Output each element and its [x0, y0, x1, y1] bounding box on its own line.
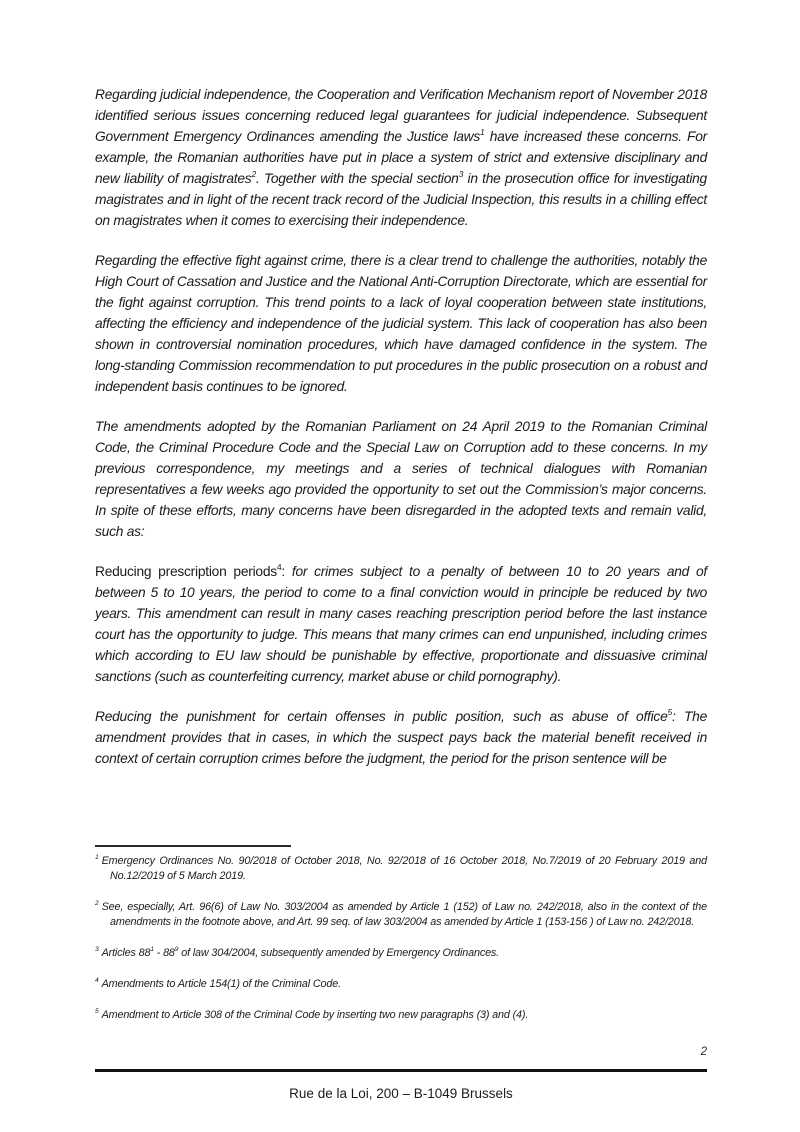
footnote-item [95, 977, 707, 992]
footnote-item [95, 1008, 707, 1023]
footnote-item [95, 946, 707, 961]
body-paragraph [95, 250, 707, 397]
text-segment: Emergency Ordinances No. 90/2018 of October 2018, No. 92/2018 of 16 October 2018, No.7/2019 of 20 February 2019 and No.12/2019 of 5 March 2019. [101, 855, 707, 882]
text-segment: - 88 [153, 947, 175, 959]
footnotes-section [95, 845, 707, 1039]
body-paragraph [95, 84, 707, 231]
text-segment: : The amendment provides that in cases, in which the suspect pays back the material benefit received in context of certain corruption crimes before the judgment, the period for the prison sentence will be [95, 709, 707, 766]
footnote-ref: 9 [174, 945, 179, 953]
text-segment: have increased these concerns. For example, the Romanian authorities have put in place a system of strict and extensive disciplinary and new liability of magistrates [95, 129, 707, 186]
text-segment: Reducing prescription periods [95, 564, 277, 579]
text-segment: Reducing the punishment for certain offenses in public position, such as abuse of office [95, 709, 668, 724]
text-segment: Amendments to Article 154(1) of the Criminal Code. [101, 978, 341, 990]
body-text [95, 84, 707, 788]
footnote-item [95, 900, 707, 930]
footnote-item [95, 854, 707, 884]
text-segment: Regarding judicial independence, the Cooperation and Verification Mechanism report of November 2018 identified serious issues concerning reduced legal guarantees for judicial independence. Subsequent Government Emergency Ordinances amending the Justice laws [95, 87, 707, 144]
footnote-number: 3 [95, 945, 99, 953]
footnote-separator [95, 845, 291, 847]
footnote-ref: 4 [276, 561, 282, 572]
footnote-ref: 5 [667, 706, 673, 717]
text-segment: Amendment to Article 308 of the Criminal Code by inserting two new paragraphs (3) and (4). [101, 1009, 529, 1021]
text-segment: . Together with the special section [255, 171, 459, 186]
footnote-ref: 3 [458, 168, 464, 179]
text-segment: Articles 88 [101, 947, 151, 959]
page-number: 2 [700, 1046, 707, 1058]
footnote-number: 4 [95, 976, 99, 984]
text-segment: for crimes subject to a penalty of between 10 to 20 years and of between 5 to 10 years, the period to come to a final conviction would in principle be reduced by two years. This amendment can result in many cases reaching prescription period before the last instance court has the opportunity to judge. This means that many crimes can end unpunished, including crimes which according to EU law should be punishable by effective, proportionate and dissuasive criminal sanctions (such as counterfeiting currency, market abuse or child pornography). [95, 564, 708, 684]
body-paragraph [95, 416, 707, 542]
footnote-number: 2 [95, 899, 99, 907]
text-segment: The amendments adopted by the Romanian Parliament on 24 April 2019 to the Romanian Criminal Code, the Criminal Procedure Code and the Special Law on Corruption add to these concerns. In my previous correspondence, my meetings and a series of technical dialogues with Romanian representatives a few weeks ago provided the opportunity to set out the Commission’s major concerns. In spite of these efforts, many concerns have been disregarded in the adopted texts and remain valid, such as: [95, 419, 707, 539]
footnote-ref: 1 [480, 126, 485, 137]
text-segment: Regarding the effective fight against crime, there is a clear trend to challenge the authorities, notably the High Court of Cassation and Justice and the National Anti-Corruption Directorate, which are essential for the fight against corruption. This trend points to a lack of loyal cooperation between state institutions, affecting the efficiency and independence of the judicial system. This lack of cooperation has also been shown in controversial nomination procedures, which have damaged confidence in the system. The long-standing Commission recommendation to put procedures in the public prosecution on a robust and independent basis continues to be ignored. [95, 253, 707, 394]
footnote-list [95, 854, 707, 1023]
text-segment: See, especially, Art. 96(6) of Law No. 303/2004 as amended by Article 1 (152) of Law no. 242/2018, also in the context of the amendments in the footnote above, and Art. 99 seq. of law 303/2004 as amended by Article 1 (153-156 ) of Law no. 242/2018. [101, 901, 707, 928]
text-segment: in the prosecution office for investigating magistrates and in light of the recent track record of the Judicial Inspection, this results in a chilling effect on magistrates when it comes to exercising their independence. [95, 171, 707, 228]
text-segment: : [281, 564, 286, 579]
footnote-ref: 1 [150, 945, 154, 953]
body-paragraph [95, 706, 707, 769]
body-paragraph [95, 561, 707, 687]
footnote-number: 5 [95, 1007, 99, 1015]
text-segment: of law 304/2004, subsequently amended by Emergency Ordinances. [178, 947, 500, 959]
footer-address: Rue de la Loi, 200 – B-1049 Brussels [289, 1086, 513, 1101]
footnote-number: 1 [95, 853, 99, 861]
footnote-ref: 2 [251, 168, 256, 179]
footer-rule [95, 1069, 707, 1072]
